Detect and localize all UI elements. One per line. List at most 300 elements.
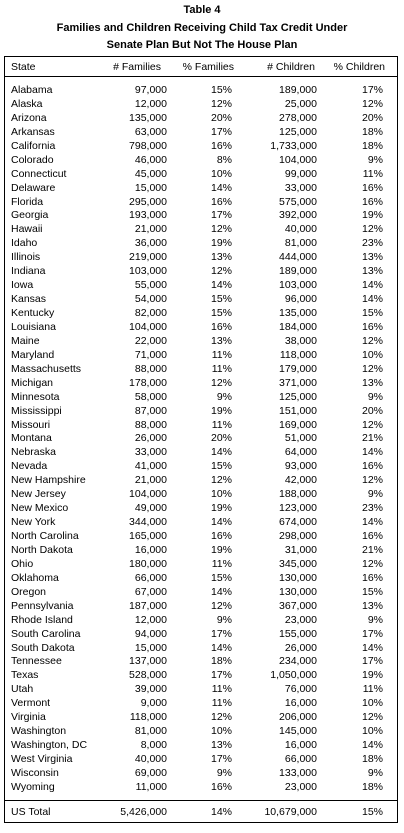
row-children: 104,000 [279, 153, 317, 166]
row-pct-families: 13% [210, 251, 232, 264]
row-families: 81,000 [134, 725, 167, 738]
row-families: 219,000 [129, 251, 167, 264]
table-row [5, 711, 397, 725]
table-row [5, 84, 397, 98]
row-state: Massachusetts [11, 362, 82, 375]
row-families: 45,000 [134, 167, 167, 180]
row-pct-children: 16% [361, 571, 383, 584]
row-pct-children: 12% [361, 334, 383, 347]
row-pct-children: 18% [361, 125, 383, 138]
row-state: Alabama [11, 84, 53, 96]
row-state: Washington, DC [11, 739, 88, 752]
row-children: 42,000 [284, 474, 317, 487]
row-state: Indiana [11, 265, 46, 278]
row-state: Connecticut [11, 167, 67, 180]
row-children: 16,000 [284, 739, 317, 752]
row-state: Illinois [11, 251, 41, 264]
row-families: 71,000 [134, 348, 167, 361]
row-children: 31,000 [284, 543, 317, 556]
row-state: New Hampshire [11, 474, 86, 487]
table-row [5, 558, 397, 572]
row-pct-children: 15% [361, 585, 383, 598]
row-families: 187,000 [129, 599, 167, 612]
row-pct-families: 19% [210, 502, 232, 515]
row-state: Texas [11, 669, 39, 682]
row-children: 64,000 [284, 446, 317, 459]
row-pct-children: 16% [361, 195, 383, 208]
row-children: 155,000 [279, 627, 317, 640]
row-families: 66,000 [134, 571, 167, 584]
table-body [5, 84, 397, 795]
row-pct-families: 14% [210, 446, 232, 459]
row-families: 58,000 [134, 390, 167, 403]
table-row [5, 419, 397, 433]
row-children: 26,000 [284, 641, 317, 654]
row-pct-children: 18% [361, 139, 383, 152]
table-row [5, 725, 397, 739]
row-families: 8,000 [140, 739, 167, 752]
table-row [5, 767, 397, 781]
row-state: Hawaii [11, 223, 43, 236]
row-state: Oklahoma [11, 571, 59, 584]
row-state: Ohio [11, 557, 34, 570]
row-families: 49,000 [134, 502, 167, 515]
row-pct-families: 12% [210, 599, 232, 612]
table-row [5, 209, 397, 223]
row-families: 193,000 [129, 209, 167, 222]
row-pct-children: 18% [361, 780, 383, 793]
table-row [5, 265, 397, 279]
row-families: 63,000 [134, 125, 167, 138]
header-children: # Children [267, 61, 315, 73]
row-pct-children: 12% [361, 474, 383, 487]
table-row [5, 126, 397, 140]
table-row [5, 377, 397, 391]
row-pct-families: 11% [211, 697, 232, 710]
row-state: Wyoming [11, 780, 55, 793]
row-children: 184,000 [279, 320, 317, 333]
row-pct-children: 21% [361, 432, 383, 445]
row-families: 118,000 [129, 711, 167, 724]
total-children: 10,679,000 [264, 806, 317, 818]
row-pct-children: 18% [361, 753, 383, 765]
row-families: 87,000 [134, 404, 167, 417]
row-children: 135,000 [279, 307, 317, 319]
row-state: Utah [11, 683, 34, 696]
row-state: California [11, 139, 56, 152]
table-row [5, 363, 397, 377]
table-row [5, 391, 397, 405]
table-title: Families and Children Receiving Child Tax Credit Under [56, 22, 348, 34]
row-state: Washington [11, 725, 67, 738]
row-children: 93,000 [284, 460, 317, 473]
row-pct-children: 9% [367, 153, 383, 166]
row-families: 12,000 [134, 613, 167, 626]
row-children: 123,000 [279, 502, 317, 515]
row-pct-families: 13% [210, 334, 232, 347]
row-pct-families: 11% [211, 418, 232, 431]
row-pct-children: 9% [367, 613, 383, 626]
row-pct-children: 10% [361, 348, 383, 361]
row-state: Arkansas [11, 125, 55, 138]
row-pct-children: 16% [361, 181, 383, 194]
row-pct-families: 15% [210, 84, 232, 96]
row-pct-children: 14% [361, 279, 383, 292]
row-pct-children: 21% [361, 543, 383, 556]
row-state: Wisconsin [11, 766, 59, 779]
row-pct-families: 20% [210, 432, 232, 445]
table-row [5, 307, 397, 321]
row-pct-families: 15% [210, 460, 232, 473]
row-pct-families: 9% [216, 390, 232, 403]
table-row [5, 140, 397, 154]
table-row [5, 196, 397, 210]
row-pct-children: 10% [361, 725, 383, 738]
row-families: 21,000 [134, 474, 167, 487]
row-state: Mississippi [11, 404, 62, 417]
row-state: Arizona [11, 111, 47, 124]
table-row [5, 655, 397, 669]
row-families: 104,000 [129, 320, 167, 333]
row-pct-children: 14% [361, 446, 383, 459]
row-families: 88,000 [134, 362, 167, 375]
row-pct-families: 8% [216, 153, 232, 166]
table-row [5, 460, 397, 474]
row-pct-families: 12% [210, 376, 232, 389]
total-pct-families: 14% [210, 806, 232, 818]
row-pct-families: 17% [210, 753, 232, 765]
row-families: 41,000 [134, 460, 167, 473]
table-row [5, 432, 397, 446]
row-pct-children: 10% [361, 697, 383, 710]
row-state: Nevada [11, 460, 48, 473]
table-subtitle: Senate Plan But Not The House Plan [106, 39, 298, 51]
row-children: 125,000 [279, 390, 317, 403]
row-families: 180,000 [129, 557, 167, 570]
table-row [5, 237, 397, 251]
table-row [5, 335, 397, 349]
row-families: 55,000 [134, 279, 167, 292]
row-pct-families: 9% [216, 766, 232, 779]
row-children: 179,000 [279, 362, 317, 375]
row-children: 234,000 [279, 655, 317, 668]
row-families: 16,000 [134, 543, 167, 556]
row-children: 96,000 [284, 293, 317, 306]
row-state: Iowa [11, 279, 34, 292]
row-pct-children: 11% [362, 167, 383, 180]
row-children: 189,000 [279, 84, 317, 96]
row-state: New Jersey [11, 488, 66, 501]
row-state: Florida [11, 195, 44, 208]
row-pct-children: 17% [361, 655, 383, 668]
row-pct-families: 10% [210, 725, 232, 738]
header-pct-families: % Families [182, 61, 234, 73]
table-row [5, 600, 397, 614]
row-state: Pennsylvania [11, 599, 74, 612]
row-state: Maryland [11, 348, 55, 361]
row-pct-children: 14% [361, 516, 383, 529]
row-pct-children: 12% [361, 557, 383, 570]
row-children: 188,000 [279, 488, 317, 501]
row-pct-children: 16% [361, 320, 383, 333]
total-label: US Total [11, 806, 51, 818]
row-pct-families: 16% [210, 195, 232, 208]
row-families: 94,000 [134, 627, 167, 640]
table-row [5, 293, 397, 307]
row-pct-children: 19% [361, 669, 383, 682]
table-row [5, 753, 397, 767]
row-state: Maine [11, 334, 40, 347]
table-row [5, 502, 397, 516]
row-pct-families: 16% [210, 530, 232, 542]
row-pct-children: 17% [361, 84, 383, 96]
row-children: 130,000 [279, 571, 317, 584]
row-state: Missouri [11, 418, 51, 431]
row-pct-families: 12% [210, 711, 232, 724]
row-children: 278,000 [279, 111, 317, 124]
row-pct-children: 23% [361, 237, 383, 250]
row-state: Delaware [11, 181, 56, 194]
data-table [4, 56, 398, 823]
table-row [5, 321, 397, 335]
row-state: Michigan [11, 376, 54, 389]
row-pct-families: 10% [210, 167, 232, 180]
row-pct-families: 11% [211, 683, 232, 696]
row-pct-children: 14% [361, 293, 383, 306]
row-pct-children: 9% [367, 390, 383, 403]
row-state: North Carolina [11, 530, 79, 542]
row-families: 528,000 [129, 669, 167, 682]
row-pct-families: 12% [210, 223, 232, 236]
row-pct-families: 17% [210, 125, 232, 138]
row-children: 169,000 [279, 418, 317, 431]
row-children: 76,000 [284, 683, 317, 696]
table-row [5, 474, 397, 488]
row-children: 298,000 [279, 530, 317, 542]
row-pct-families: 15% [210, 307, 232, 319]
row-families: 36,000 [134, 237, 167, 250]
row-pct-families: 19% [210, 237, 232, 250]
row-state: Vermont [11, 697, 51, 710]
table-row [5, 683, 397, 697]
row-families: 39,000 [134, 683, 167, 696]
row-pct-families: 16% [210, 320, 232, 333]
row-families: 54,000 [134, 293, 167, 306]
row-children: 99,000 [284, 167, 317, 180]
row-pct-children: 13% [361, 251, 383, 264]
row-state: Louisiana [11, 320, 56, 333]
total-row [5, 800, 397, 823]
row-pct-families: 17% [210, 669, 232, 682]
row-state: Minnesota [11, 390, 60, 403]
row-pct-children: 13% [361, 599, 383, 612]
table-row [5, 669, 397, 683]
row-families: 88,000 [134, 418, 167, 431]
row-pct-families: 9% [216, 613, 232, 626]
row-families: 21,000 [134, 223, 167, 236]
total-families: 5,426,000 [120, 806, 167, 818]
row-families: 798,000 [129, 139, 167, 152]
row-children: 51,000 [284, 432, 317, 445]
row-families: 67,000 [134, 585, 167, 598]
table-row [5, 488, 397, 502]
row-children: 1,733,000 [270, 139, 317, 152]
row-families: 69,000 [134, 766, 167, 779]
row-pct-families: 19% [210, 404, 232, 417]
row-pct-children: 16% [361, 530, 383, 542]
row-families: 137,000 [129, 655, 167, 668]
row-children: 23,000 [284, 613, 317, 626]
row-pct-families: 14% [210, 641, 232, 654]
row-state: Nebraska [11, 446, 56, 459]
row-state: Montana [11, 432, 52, 445]
row-pct-families: 17% [210, 627, 232, 640]
table-row [5, 586, 397, 600]
row-children: 345,000 [279, 557, 317, 570]
row-state: North Dakota [11, 543, 73, 556]
table-row [5, 279, 397, 293]
row-pct-families: 11% [211, 557, 232, 570]
row-pct-families: 10% [210, 488, 232, 501]
row-children: 145,000 [279, 725, 317, 738]
row-children: 40,000 [284, 223, 317, 236]
row-children: 23,000 [284, 780, 317, 793]
row-pct-families: 11% [211, 362, 232, 375]
row-pct-families: 12% [210, 97, 232, 110]
table-row [5, 516, 397, 530]
row-families: 33,000 [134, 446, 167, 459]
row-families: 344,000 [129, 516, 167, 529]
table-row [5, 642, 397, 656]
row-pct-children: 9% [367, 766, 383, 779]
table-row [5, 98, 397, 112]
row-state: West Virginia [11, 753, 73, 765]
row-state: Virginia [11, 711, 46, 724]
table-number: Table 4 [183, 4, 221, 16]
row-families: 22,000 [134, 334, 167, 347]
row-children: 575,000 [279, 195, 317, 208]
row-families: 178,000 [129, 376, 167, 389]
row-children: 25,000 [284, 97, 317, 110]
row-state: Rhode Island [11, 613, 73, 626]
total-pct-children: 15% [361, 806, 383, 818]
row-pct-families: 16% [210, 780, 232, 793]
row-pct-children: 15% [361, 307, 383, 319]
row-families: 26,000 [134, 432, 167, 445]
row-pct-children: 19% [361, 209, 383, 222]
row-children: 38,000 [284, 334, 317, 347]
row-families: 82,000 [134, 307, 167, 319]
row-pct-families: 12% [210, 265, 232, 278]
row-families: 97,000 [134, 84, 167, 96]
row-pct-children: 20% [361, 404, 383, 417]
row-families: 135,000 [129, 111, 167, 124]
row-families: 103,000 [129, 265, 167, 278]
row-pct-children: 12% [361, 362, 383, 375]
row-families: 104,000 [129, 488, 167, 501]
row-children: 444,000 [279, 251, 317, 264]
row-pct-children: 12% [361, 97, 383, 110]
row-pct-families: 12% [210, 474, 232, 487]
row-children: 371,000 [279, 376, 317, 389]
row-pct-families: 19% [210, 543, 232, 556]
row-families: 12,000 [134, 97, 167, 110]
row-pct-children: 12% [361, 418, 383, 431]
row-children: 367,000 [279, 599, 317, 612]
row-state: South Carolina [11, 627, 81, 640]
row-families: 40,000 [134, 753, 167, 765]
table-row [5, 781, 397, 795]
header-pct-children: % Children [333, 61, 385, 73]
row-pct-families: 15% [210, 293, 232, 306]
row-children: 151,000 [279, 404, 317, 417]
table-row [5, 182, 397, 196]
row-pct-children: 14% [361, 739, 383, 752]
header-state: State [11, 61, 36, 73]
row-pct-children: 17% [361, 627, 383, 640]
row-children: 81,000 [284, 237, 317, 250]
table-row [5, 349, 397, 363]
table-row [5, 446, 397, 460]
row-pct-children: 20% [361, 111, 383, 124]
row-pct-children: 23% [361, 502, 383, 515]
row-pct-children: 14% [361, 641, 383, 654]
row-state: Oregon [11, 585, 47, 598]
row-state: Tennessee [11, 655, 62, 668]
row-pct-families: 14% [210, 279, 232, 292]
row-families: 11,000 [135, 780, 167, 793]
row-families: 165,000 [129, 530, 167, 542]
table-row [5, 223, 397, 237]
row-pct-families: 18% [210, 655, 232, 668]
row-children: 1,050,000 [270, 669, 317, 682]
row-state: South Dakota [11, 641, 75, 654]
row-pct-families: 15% [210, 571, 232, 584]
table-row [5, 168, 397, 182]
table-row [5, 614, 397, 628]
row-state: Idaho [11, 237, 38, 250]
row-state: Colorado [11, 153, 54, 166]
row-pct-children: 11% [362, 683, 383, 696]
row-pct-families: 11% [211, 348, 232, 361]
row-children: 206,000 [279, 711, 317, 724]
row-children: 66,000 [284, 753, 317, 765]
table-row [5, 739, 397, 753]
table-header-row [5, 57, 397, 77]
row-pct-families: 14% [210, 585, 232, 598]
row-pct-families: 14% [210, 181, 232, 194]
row-children: 16,000 [284, 697, 317, 710]
row-children: 130,000 [279, 585, 317, 598]
row-state: Alaska [11, 97, 43, 110]
row-pct-children: 12% [361, 711, 383, 724]
row-families: 15,000 [134, 641, 167, 654]
table-row [5, 530, 397, 544]
table-row [5, 251, 397, 265]
row-pct-children: 13% [361, 376, 383, 389]
row-pct-families: 14% [210, 516, 232, 529]
table-row [5, 112, 397, 126]
row-pct-children: 13% [361, 265, 383, 278]
row-children: 674,000 [279, 516, 317, 529]
row-state: Kentucky [11, 307, 55, 319]
row-families: 295,000 [129, 195, 167, 208]
row-families: 9,000 [140, 697, 167, 710]
row-pct-families: 16% [210, 139, 232, 152]
row-children: 133,000 [279, 766, 317, 779]
row-pct-families: 17% [210, 209, 232, 222]
row-families: 46,000 [134, 153, 167, 166]
